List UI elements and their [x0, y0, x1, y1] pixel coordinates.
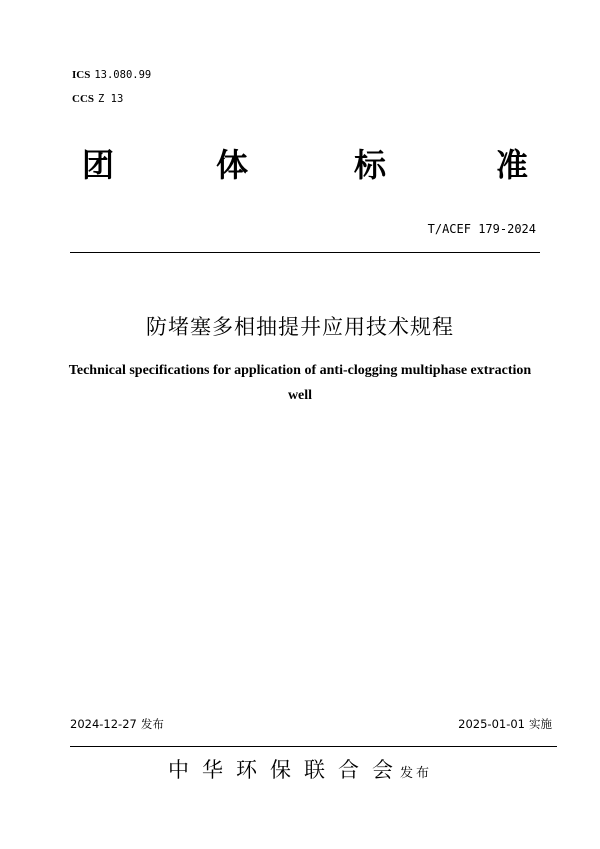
ics-code: 13.080.99	[94, 69, 152, 81]
standard-number: T/ACEF 179-2024	[427, 222, 536, 236]
standard-type-char: 团	[82, 146, 115, 184]
bottom-divider	[70, 746, 557, 747]
publish-suffix: 发布	[140, 717, 164, 731]
issuer-name: 中华环保联合会	[167, 758, 406, 782]
ccs-label: CCS	[72, 93, 95, 105]
publish-date: 2024-12-27	[70, 717, 137, 731]
title-chinese: 防堵塞多相抽提井应用技术规程	[146, 315, 454, 339]
ics-classification	[72, 68, 151, 82]
issuer-line	[0, 754, 600, 790]
standard-type-char: 体	[216, 146, 249, 184]
top-divider	[70, 252, 540, 253]
implement-suffix: 实施	[529, 717, 552, 731]
ccs-classification	[72, 92, 123, 106]
standard-type-char: 标	[354, 146, 387, 184]
issuer-suffix: 发布	[399, 766, 432, 781]
ics-label: ICS	[72, 69, 91, 81]
implement-date: 2025-01-01	[458, 717, 525, 731]
publish-date-line	[70, 716, 164, 732]
title-english: Technical specifications for application of anti-clogging multiphase extraction well	[68, 363, 532, 403]
implement-date-line	[458, 716, 552, 732]
ccs-code: Z 13	[98, 93, 124, 105]
standard-type-char: 准	[496, 146, 529, 184]
